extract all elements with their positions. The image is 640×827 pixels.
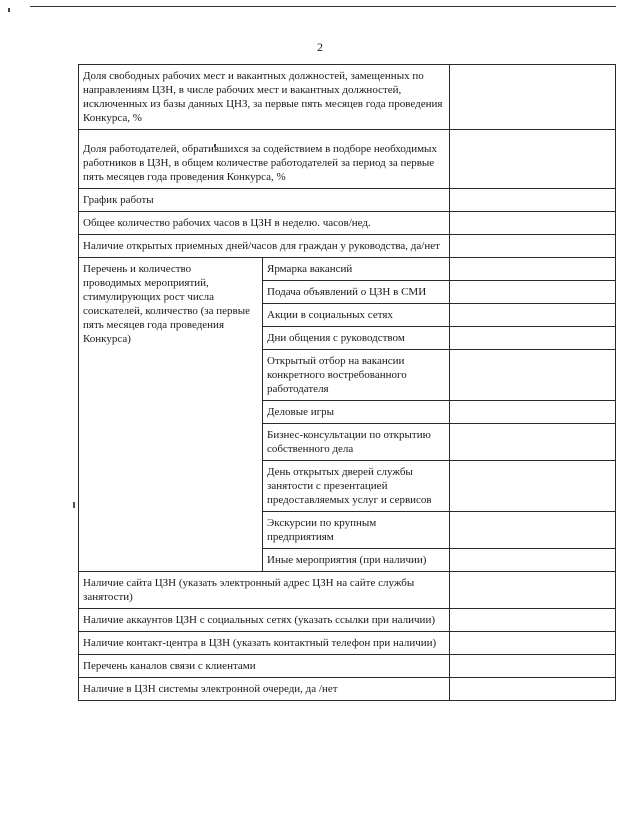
table-row: [79, 130, 616, 189]
row-label: Наличие аккаунтов ЦЗН с социальных сетях (указать ссылки при наличии): [79, 609, 450, 632]
value-cell[interactable]: [450, 512, 616, 549]
table-row: [79, 609, 616, 632]
value-cell[interactable]: [450, 609, 616, 632]
event-item: Деловые игры: [263, 401, 450, 424]
row-label: Наличие открытых приемных дней/часов для граждан у руководства, да/нет: [79, 235, 450, 258]
event-item: Подача объявлений о ЦЗН в СМИ: [263, 281, 450, 304]
event-item: Открытый отбор на вакансии конкретного востребованного работодателя: [263, 350, 450, 401]
value-cell[interactable]: [450, 281, 616, 304]
table-row: [79, 65, 616, 130]
scan-speck: [73, 502, 75, 508]
event-row: [79, 258, 616, 281]
value-cell[interactable]: [450, 65, 616, 130]
table-row: [79, 235, 616, 258]
table-row: [79, 189, 616, 212]
value-cell[interactable]: [450, 258, 616, 281]
value-cell[interactable]: [450, 401, 616, 424]
event-item: День открытых дверей службы занятости с презентацией предоставляемых услуг и сервисов: [263, 461, 450, 512]
row-label: Наличие в ЦЗН системы электронной очереди, да /нет: [79, 678, 450, 701]
row-label: Доля работодателей, обратившихся за содействием в подборе необходимых работников в ЦЗН, в общем количестве работодателей за период за первые пять месяцев года проведения Конкурса, %: [79, 130, 450, 189]
event-item: Иные мероприятия (при наличии): [263, 549, 450, 572]
table-row: [79, 678, 616, 701]
row-label: Общее количество рабочих часов в ЦЗН в неделю. часов/нед.: [79, 212, 450, 235]
event-item: Экскурсии по крупным предприятиям: [263, 512, 450, 549]
value-cell[interactable]: [450, 572, 616, 609]
event-item: Акции в социальных сетях: [263, 304, 450, 327]
value-cell[interactable]: [450, 655, 616, 678]
value-cell[interactable]: [450, 189, 616, 212]
scan-edge-line: [30, 6, 616, 7]
table-row: [79, 572, 616, 609]
page-number: 2: [317, 40, 323, 54]
value-cell[interactable]: [450, 212, 616, 235]
value-cell[interactable]: [450, 130, 616, 189]
table-row: [79, 655, 616, 678]
event-item: Ярмарка вакансий: [263, 258, 450, 281]
value-cell[interactable]: [450, 304, 616, 327]
value-cell[interactable]: [450, 549, 616, 572]
value-cell[interactable]: [450, 632, 616, 655]
value-cell[interactable]: [450, 350, 616, 401]
event-item: Бизнес-консультации по открытию собственного дела: [263, 424, 450, 461]
scan-speck: [8, 8, 10, 12]
row-label: График работы: [79, 189, 450, 212]
value-cell[interactable]: [450, 327, 616, 350]
table-row: [79, 632, 616, 655]
row-label: Перечень каналов связи с клиентами: [79, 655, 450, 678]
value-cell[interactable]: [450, 235, 616, 258]
value-cell[interactable]: [450, 461, 616, 512]
events-label: Перечень и количество проводимых мероприятий, стимулирующих рост числа соискателей, количество (за первые пять месяцев года проведения Конкурса): [79, 258, 263, 572]
questionnaire-table: [78, 64, 616, 701]
table-row: [79, 212, 616, 235]
value-cell[interactable]: [450, 424, 616, 461]
row-label: Наличие сайта ЦЗН (указать электронный адрес ЦЗН на сайте службы занятости): [79, 572, 450, 609]
row-label: Наличие контакт-центра в ЦЗН (указать контактный телефон при наличии): [79, 632, 450, 655]
value-cell[interactable]: [450, 678, 616, 701]
event-item: Дни общения с руководством: [263, 327, 450, 350]
row-label: Доля свободных рабочих мест и вакантных должностей, замещенных по направлениям ЦЗН, в числе рабочих мест и вакантных должностей, исключенных из базы данных ЦНЗ, за первые пять месяцев года проведения Конкурса, %: [79, 65, 450, 130]
